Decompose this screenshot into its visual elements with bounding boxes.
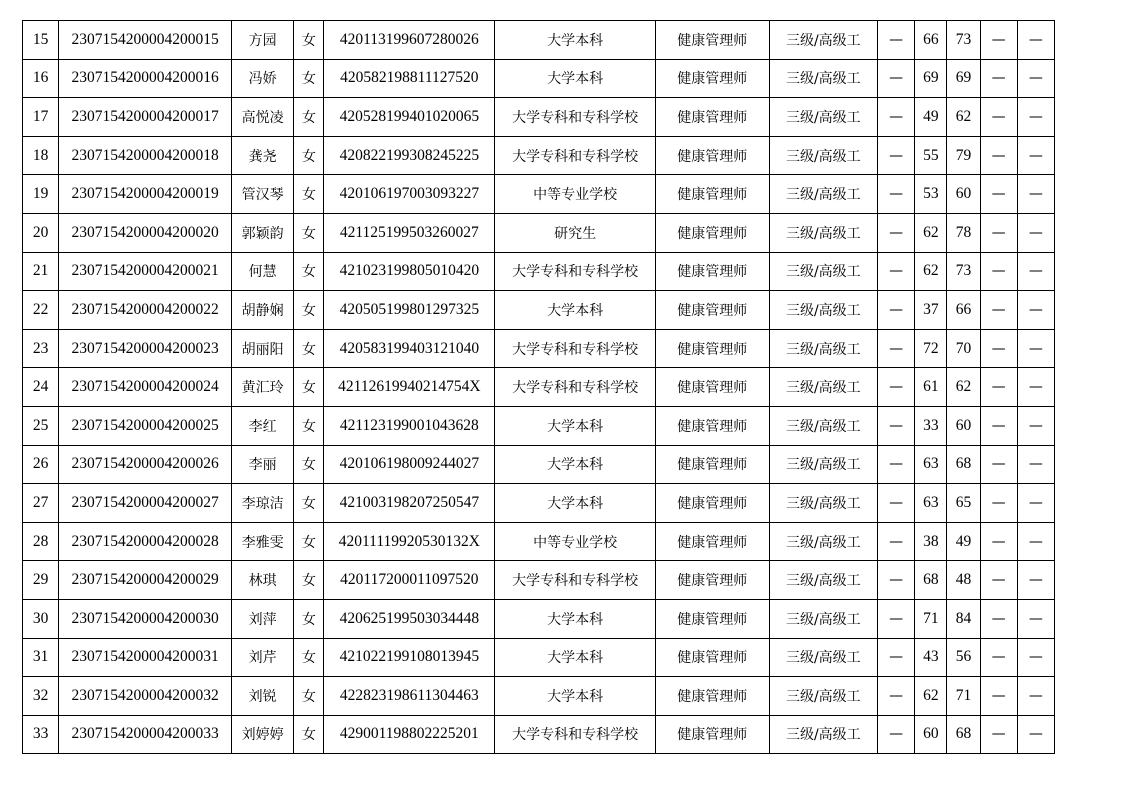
gender-cell: 女 — [294, 677, 324, 716]
name-cell: 胡静娴 — [232, 291, 294, 330]
theory-score-cell: 68 — [915, 561, 947, 600]
blank-score-cell: — — [878, 213, 915, 252]
level-cell: 三级/高级工 — [769, 175, 878, 214]
skill-score-cell: 70 — [947, 329, 980, 368]
id-number-cell: 420528199401020065 — [324, 98, 495, 137]
blank-score-cell: — — [878, 599, 915, 638]
gender-cell: 女 — [294, 368, 324, 407]
seq-cell: 17 — [23, 98, 59, 137]
gender-cell: 女 — [294, 21, 324, 60]
level-cell: 三级/高级工 — [769, 561, 878, 600]
seq-cell: 18 — [23, 136, 59, 175]
name-cell: 李琼洁 — [232, 484, 294, 523]
name-cell: 林琪 — [232, 561, 294, 600]
occupation-cell: 健康管理师 — [656, 715, 770, 754]
occupation-cell: 健康管理师 — [656, 445, 770, 484]
level-cell: 三级/高级工 — [769, 484, 878, 523]
seq-cell: 22 — [23, 291, 59, 330]
seq-cell: 24 — [23, 368, 59, 407]
skill-score-cell: 56 — [947, 638, 980, 677]
occupation-cell: 健康管理师 — [656, 98, 770, 137]
skill-score-cell: 69 — [947, 59, 980, 98]
theory-score-cell: 61 — [915, 368, 947, 407]
education-cell: 大学本科 — [495, 291, 656, 330]
blank-score-cell: — — [980, 638, 1017, 677]
blank-score-cell: — — [980, 291, 1017, 330]
id-number-cell: 42011119920530132X — [324, 522, 495, 561]
theory-score-cell: 62 — [915, 677, 947, 716]
occupation-cell: 健康管理师 — [656, 638, 770, 677]
seq-cell: 25 — [23, 406, 59, 445]
exam-number-cell: 2307154200004200024 — [59, 368, 232, 407]
id-number-cell: 420106197003093227 — [324, 175, 495, 214]
seq-cell: 16 — [23, 59, 59, 98]
gender-cell: 女 — [294, 252, 324, 291]
blank-score-cell: — — [878, 21, 915, 60]
table-row — [23, 484, 1055, 523]
education-cell: 大学专科和专科学校 — [495, 561, 656, 600]
gender-cell: 女 — [294, 715, 324, 754]
blank-score-cell: — — [1017, 638, 1054, 677]
education-cell: 大学专科和专科学校 — [495, 98, 656, 137]
occupation-cell: 健康管理师 — [656, 213, 770, 252]
gender-cell: 女 — [294, 291, 324, 330]
blank-score-cell: — — [878, 522, 915, 561]
id-number-cell: 420505199801297325 — [324, 291, 495, 330]
exam-number-cell: 2307154200004200033 — [59, 715, 232, 754]
theory-score-cell: 60 — [915, 715, 947, 754]
occupation-cell: 健康管理师 — [656, 175, 770, 214]
theory-score-cell: 38 — [915, 522, 947, 561]
education-cell: 中等专业学校 — [495, 522, 656, 561]
occupation-cell: 健康管理师 — [656, 522, 770, 561]
level-cell: 三级/高级工 — [769, 445, 878, 484]
gender-cell: 女 — [294, 599, 324, 638]
level-cell: 三级/高级工 — [769, 638, 878, 677]
seq-cell: 27 — [23, 484, 59, 523]
education-cell: 研究生 — [495, 213, 656, 252]
level-cell: 三级/高级工 — [769, 252, 878, 291]
blank-score-cell: — — [878, 175, 915, 214]
table-row — [23, 175, 1055, 214]
blank-score-cell: — — [878, 561, 915, 600]
gender-cell: 女 — [294, 638, 324, 677]
blank-score-cell: — — [1017, 599, 1054, 638]
theory-score-cell: 63 — [915, 484, 947, 523]
blank-score-cell: — — [980, 715, 1017, 754]
blank-score-cell: — — [980, 21, 1017, 60]
level-cell: 三级/高级工 — [769, 368, 878, 407]
occupation-cell: 健康管理师 — [656, 21, 770, 60]
blank-score-cell: — — [878, 252, 915, 291]
theory-score-cell: 53 — [915, 175, 947, 214]
exam-number-cell: 2307154200004200016 — [59, 59, 232, 98]
seq-cell: 19 — [23, 175, 59, 214]
blank-score-cell: — — [980, 368, 1017, 407]
table-row — [23, 522, 1055, 561]
blank-score-cell: — — [878, 368, 915, 407]
seq-cell: 20 — [23, 213, 59, 252]
blank-score-cell: — — [980, 136, 1017, 175]
blank-score-cell: — — [1017, 522, 1054, 561]
theory-score-cell: 49 — [915, 98, 947, 137]
level-cell: 三级/高级工 — [769, 406, 878, 445]
occupation-cell: 健康管理师 — [656, 136, 770, 175]
table-row — [23, 21, 1055, 60]
blank-score-cell: — — [1017, 98, 1054, 137]
skill-score-cell: 62 — [947, 98, 980, 137]
table-row — [23, 136, 1055, 175]
theory-score-cell: 43 — [915, 638, 947, 677]
gender-cell: 女 — [294, 175, 324, 214]
seq-cell: 30 — [23, 599, 59, 638]
blank-score-cell: — — [878, 59, 915, 98]
skill-score-cell: 84 — [947, 599, 980, 638]
theory-score-cell: 62 — [915, 252, 947, 291]
theory-score-cell: 62 — [915, 213, 947, 252]
exam-number-cell: 2307154200004200032 — [59, 677, 232, 716]
exam-number-cell: 2307154200004200019 — [59, 175, 232, 214]
skill-score-cell: 49 — [947, 522, 980, 561]
blank-score-cell: — — [878, 329, 915, 368]
education-cell: 大学本科 — [495, 677, 656, 716]
gender-cell: 女 — [294, 445, 324, 484]
occupation-cell: 健康管理师 — [656, 252, 770, 291]
blank-score-cell: — — [980, 252, 1017, 291]
name-cell: 李雅雯 — [232, 522, 294, 561]
name-cell: 李红 — [232, 406, 294, 445]
exam-number-cell: 2307154200004200027 — [59, 484, 232, 523]
skill-score-cell: 60 — [947, 175, 980, 214]
theory-score-cell: 69 — [915, 59, 947, 98]
level-cell: 三级/高级工 — [769, 715, 878, 754]
id-number-cell: 420583199403121040 — [324, 329, 495, 368]
blank-score-cell: — — [980, 406, 1017, 445]
occupation-cell: 健康管理师 — [656, 291, 770, 330]
blank-score-cell: — — [1017, 715, 1054, 754]
blank-score-cell: — — [1017, 136, 1054, 175]
skill-score-cell: 60 — [947, 406, 980, 445]
blank-score-cell: — — [1017, 445, 1054, 484]
exam-number-cell: 2307154200004200030 — [59, 599, 232, 638]
level-cell: 三级/高级工 — [769, 599, 878, 638]
name-cell: 刘芹 — [232, 638, 294, 677]
exam-number-cell: 2307154200004200025 — [59, 406, 232, 445]
skill-score-cell: 73 — [947, 252, 980, 291]
name-cell: 郭颖韵 — [232, 213, 294, 252]
gender-cell: 女 — [294, 484, 324, 523]
blank-score-cell: — — [1017, 213, 1054, 252]
skill-score-cell: 62 — [947, 368, 980, 407]
table-row — [23, 59, 1055, 98]
table-row — [23, 561, 1055, 600]
id-number-cell: 420582198811127520 — [324, 59, 495, 98]
skill-score-cell: 73 — [947, 21, 980, 60]
table-row — [23, 677, 1055, 716]
exam-number-cell: 2307154200004200021 — [59, 252, 232, 291]
id-number-cell: 420117200011097520 — [324, 561, 495, 600]
exam-number-cell: 2307154200004200022 — [59, 291, 232, 330]
gender-cell: 女 — [294, 522, 324, 561]
exam-number-cell: 2307154200004200018 — [59, 136, 232, 175]
table-row — [23, 368, 1055, 407]
table-row — [23, 445, 1055, 484]
name-cell: 刘萍 — [232, 599, 294, 638]
theory-score-cell: 33 — [915, 406, 947, 445]
seq-cell: 31 — [23, 638, 59, 677]
education-cell: 大学本科 — [495, 484, 656, 523]
gender-cell: 女 — [294, 406, 324, 445]
level-cell: 三级/高级工 — [769, 136, 878, 175]
level-cell: 三级/高级工 — [769, 291, 878, 330]
blank-score-cell: — — [980, 522, 1017, 561]
exam-number-cell: 2307154200004200015 — [59, 21, 232, 60]
blank-score-cell: — — [980, 484, 1017, 523]
theory-score-cell: 66 — [915, 21, 947, 60]
gender-cell: 女 — [294, 329, 324, 368]
education-cell: 大学本科 — [495, 59, 656, 98]
education-cell: 大学本科 — [495, 638, 656, 677]
level-cell: 三级/高级工 — [769, 677, 878, 716]
blank-score-cell: — — [1017, 406, 1054, 445]
table-row — [23, 638, 1055, 677]
occupation-cell: 健康管理师 — [656, 677, 770, 716]
table-row — [23, 252, 1055, 291]
occupation-cell: 健康管理师 — [656, 406, 770, 445]
table-row — [23, 291, 1055, 330]
table-row — [23, 406, 1055, 445]
id-number-cell: 420625199503034448 — [324, 599, 495, 638]
exam-number-cell: 2307154200004200023 — [59, 329, 232, 368]
blank-score-cell: — — [980, 59, 1017, 98]
skill-score-cell: 68 — [947, 445, 980, 484]
exam-number-cell: 2307154200004200029 — [59, 561, 232, 600]
education-cell: 大学本科 — [495, 21, 656, 60]
gender-cell: 女 — [294, 98, 324, 137]
seq-cell: 21 — [23, 252, 59, 291]
blank-score-cell: — — [878, 406, 915, 445]
skill-score-cell: 79 — [947, 136, 980, 175]
blank-score-cell: — — [980, 329, 1017, 368]
seq-cell: 28 — [23, 522, 59, 561]
education-cell: 大学本科 — [495, 599, 656, 638]
theory-score-cell: 72 — [915, 329, 947, 368]
name-cell: 龚尧 — [232, 136, 294, 175]
occupation-cell: 健康管理师 — [656, 59, 770, 98]
exam-number-cell: 2307154200004200026 — [59, 445, 232, 484]
skill-score-cell: 65 — [947, 484, 980, 523]
blank-score-cell: — — [980, 599, 1017, 638]
education-cell: 大学专科和专科学校 — [495, 368, 656, 407]
blank-score-cell: — — [1017, 368, 1054, 407]
theory-score-cell: 37 — [915, 291, 947, 330]
level-cell: 三级/高级工 — [769, 98, 878, 137]
theory-score-cell: 63 — [915, 445, 947, 484]
id-number-cell: 422823198611304463 — [324, 677, 495, 716]
id-number-cell: 421003198207250547 — [324, 484, 495, 523]
table-body — [23, 21, 1055, 754]
table-row — [23, 213, 1055, 252]
occupation-cell: 健康管理师 — [656, 599, 770, 638]
gender-cell: 女 — [294, 561, 324, 600]
table-row — [23, 715, 1055, 754]
level-cell: 三级/高级工 — [769, 21, 878, 60]
blank-score-cell: — — [980, 213, 1017, 252]
id-number-cell: 421022199108013945 — [324, 638, 495, 677]
blank-score-cell: — — [1017, 21, 1054, 60]
gender-cell: 女 — [294, 136, 324, 175]
name-cell: 何慧 — [232, 252, 294, 291]
name-cell: 刘婷婷 — [232, 715, 294, 754]
exam-number-cell: 2307154200004200028 — [59, 522, 232, 561]
name-cell: 黄汇玲 — [232, 368, 294, 407]
blank-score-cell: — — [1017, 484, 1054, 523]
seq-cell: 29 — [23, 561, 59, 600]
skill-score-cell: 68 — [947, 715, 980, 754]
blank-score-cell: — — [980, 561, 1017, 600]
blank-score-cell: — — [1017, 329, 1054, 368]
name-cell: 高悦凌 — [232, 98, 294, 137]
blank-score-cell: — — [1017, 59, 1054, 98]
exam-number-cell: 2307154200004200020 — [59, 213, 232, 252]
name-cell: 冯娇 — [232, 59, 294, 98]
candidate-score-table — [22, 20, 1055, 754]
level-cell: 三级/高级工 — [769, 213, 878, 252]
blank-score-cell: — — [878, 98, 915, 137]
id-number-cell: 420113199607280026 — [324, 21, 495, 60]
name-cell: 胡丽阳 — [232, 329, 294, 368]
seq-cell: 26 — [23, 445, 59, 484]
blank-score-cell: — — [1017, 175, 1054, 214]
occupation-cell: 健康管理师 — [656, 329, 770, 368]
exam-number-cell: 2307154200004200031 — [59, 638, 232, 677]
occupation-cell: 健康管理师 — [656, 561, 770, 600]
name-cell: 方园 — [232, 21, 294, 60]
occupation-cell: 健康管理师 — [656, 484, 770, 523]
blank-score-cell: — — [878, 136, 915, 175]
gender-cell: 女 — [294, 213, 324, 252]
gender-cell: 女 — [294, 59, 324, 98]
id-number-cell: 421125199503260027 — [324, 213, 495, 252]
blank-score-cell: — — [878, 677, 915, 716]
id-number-cell: 420106198009244027 — [324, 445, 495, 484]
exam-number-cell: 2307154200004200017 — [59, 98, 232, 137]
blank-score-cell: — — [878, 445, 915, 484]
blank-score-cell: — — [878, 715, 915, 754]
education-cell: 大学专科和专科学校 — [495, 715, 656, 754]
id-number-cell: 421123199001043628 — [324, 406, 495, 445]
level-cell: 三级/高级工 — [769, 59, 878, 98]
blank-score-cell: — — [878, 291, 915, 330]
education-cell: 大学专科和专科学校 — [495, 136, 656, 175]
blank-score-cell: — — [878, 484, 915, 523]
id-number-cell: 429001198802225201 — [324, 715, 495, 754]
level-cell: 三级/高级工 — [769, 522, 878, 561]
name-cell: 管汉琴 — [232, 175, 294, 214]
blank-score-cell: — — [1017, 677, 1054, 716]
theory-score-cell: 55 — [915, 136, 947, 175]
blank-score-cell: — — [980, 445, 1017, 484]
skill-score-cell: 71 — [947, 677, 980, 716]
seq-cell: 23 — [23, 329, 59, 368]
education-cell: 大学专科和专科学校 — [495, 329, 656, 368]
seq-cell: 15 — [23, 21, 59, 60]
name-cell: 刘锐 — [232, 677, 294, 716]
blank-score-cell: — — [1017, 561, 1054, 600]
blank-score-cell: — — [878, 638, 915, 677]
blank-score-cell: — — [980, 175, 1017, 214]
blank-score-cell: — — [980, 98, 1017, 137]
education-cell: 大学本科 — [495, 406, 656, 445]
theory-score-cell: 71 — [915, 599, 947, 638]
id-number-cell: 42112619940214754X — [324, 368, 495, 407]
table-row — [23, 329, 1055, 368]
seq-cell: 33 — [23, 715, 59, 754]
name-cell: 李丽 — [232, 445, 294, 484]
table-row — [23, 98, 1055, 137]
id-number-cell: 421023199805010420 — [324, 252, 495, 291]
seq-cell: 32 — [23, 677, 59, 716]
skill-score-cell: 66 — [947, 291, 980, 330]
occupation-cell: 健康管理师 — [656, 368, 770, 407]
education-cell: 中等专业学校 — [495, 175, 656, 214]
blank-score-cell: — — [980, 677, 1017, 716]
education-cell: 大学专科和专科学校 — [495, 252, 656, 291]
education-cell: 大学本科 — [495, 445, 656, 484]
blank-score-cell: — — [1017, 291, 1054, 330]
table-row — [23, 599, 1055, 638]
skill-score-cell: 48 — [947, 561, 980, 600]
level-cell: 三级/高级工 — [769, 329, 878, 368]
id-number-cell: 420822199308245225 — [324, 136, 495, 175]
blank-score-cell: — — [1017, 252, 1054, 291]
skill-score-cell: 78 — [947, 213, 980, 252]
